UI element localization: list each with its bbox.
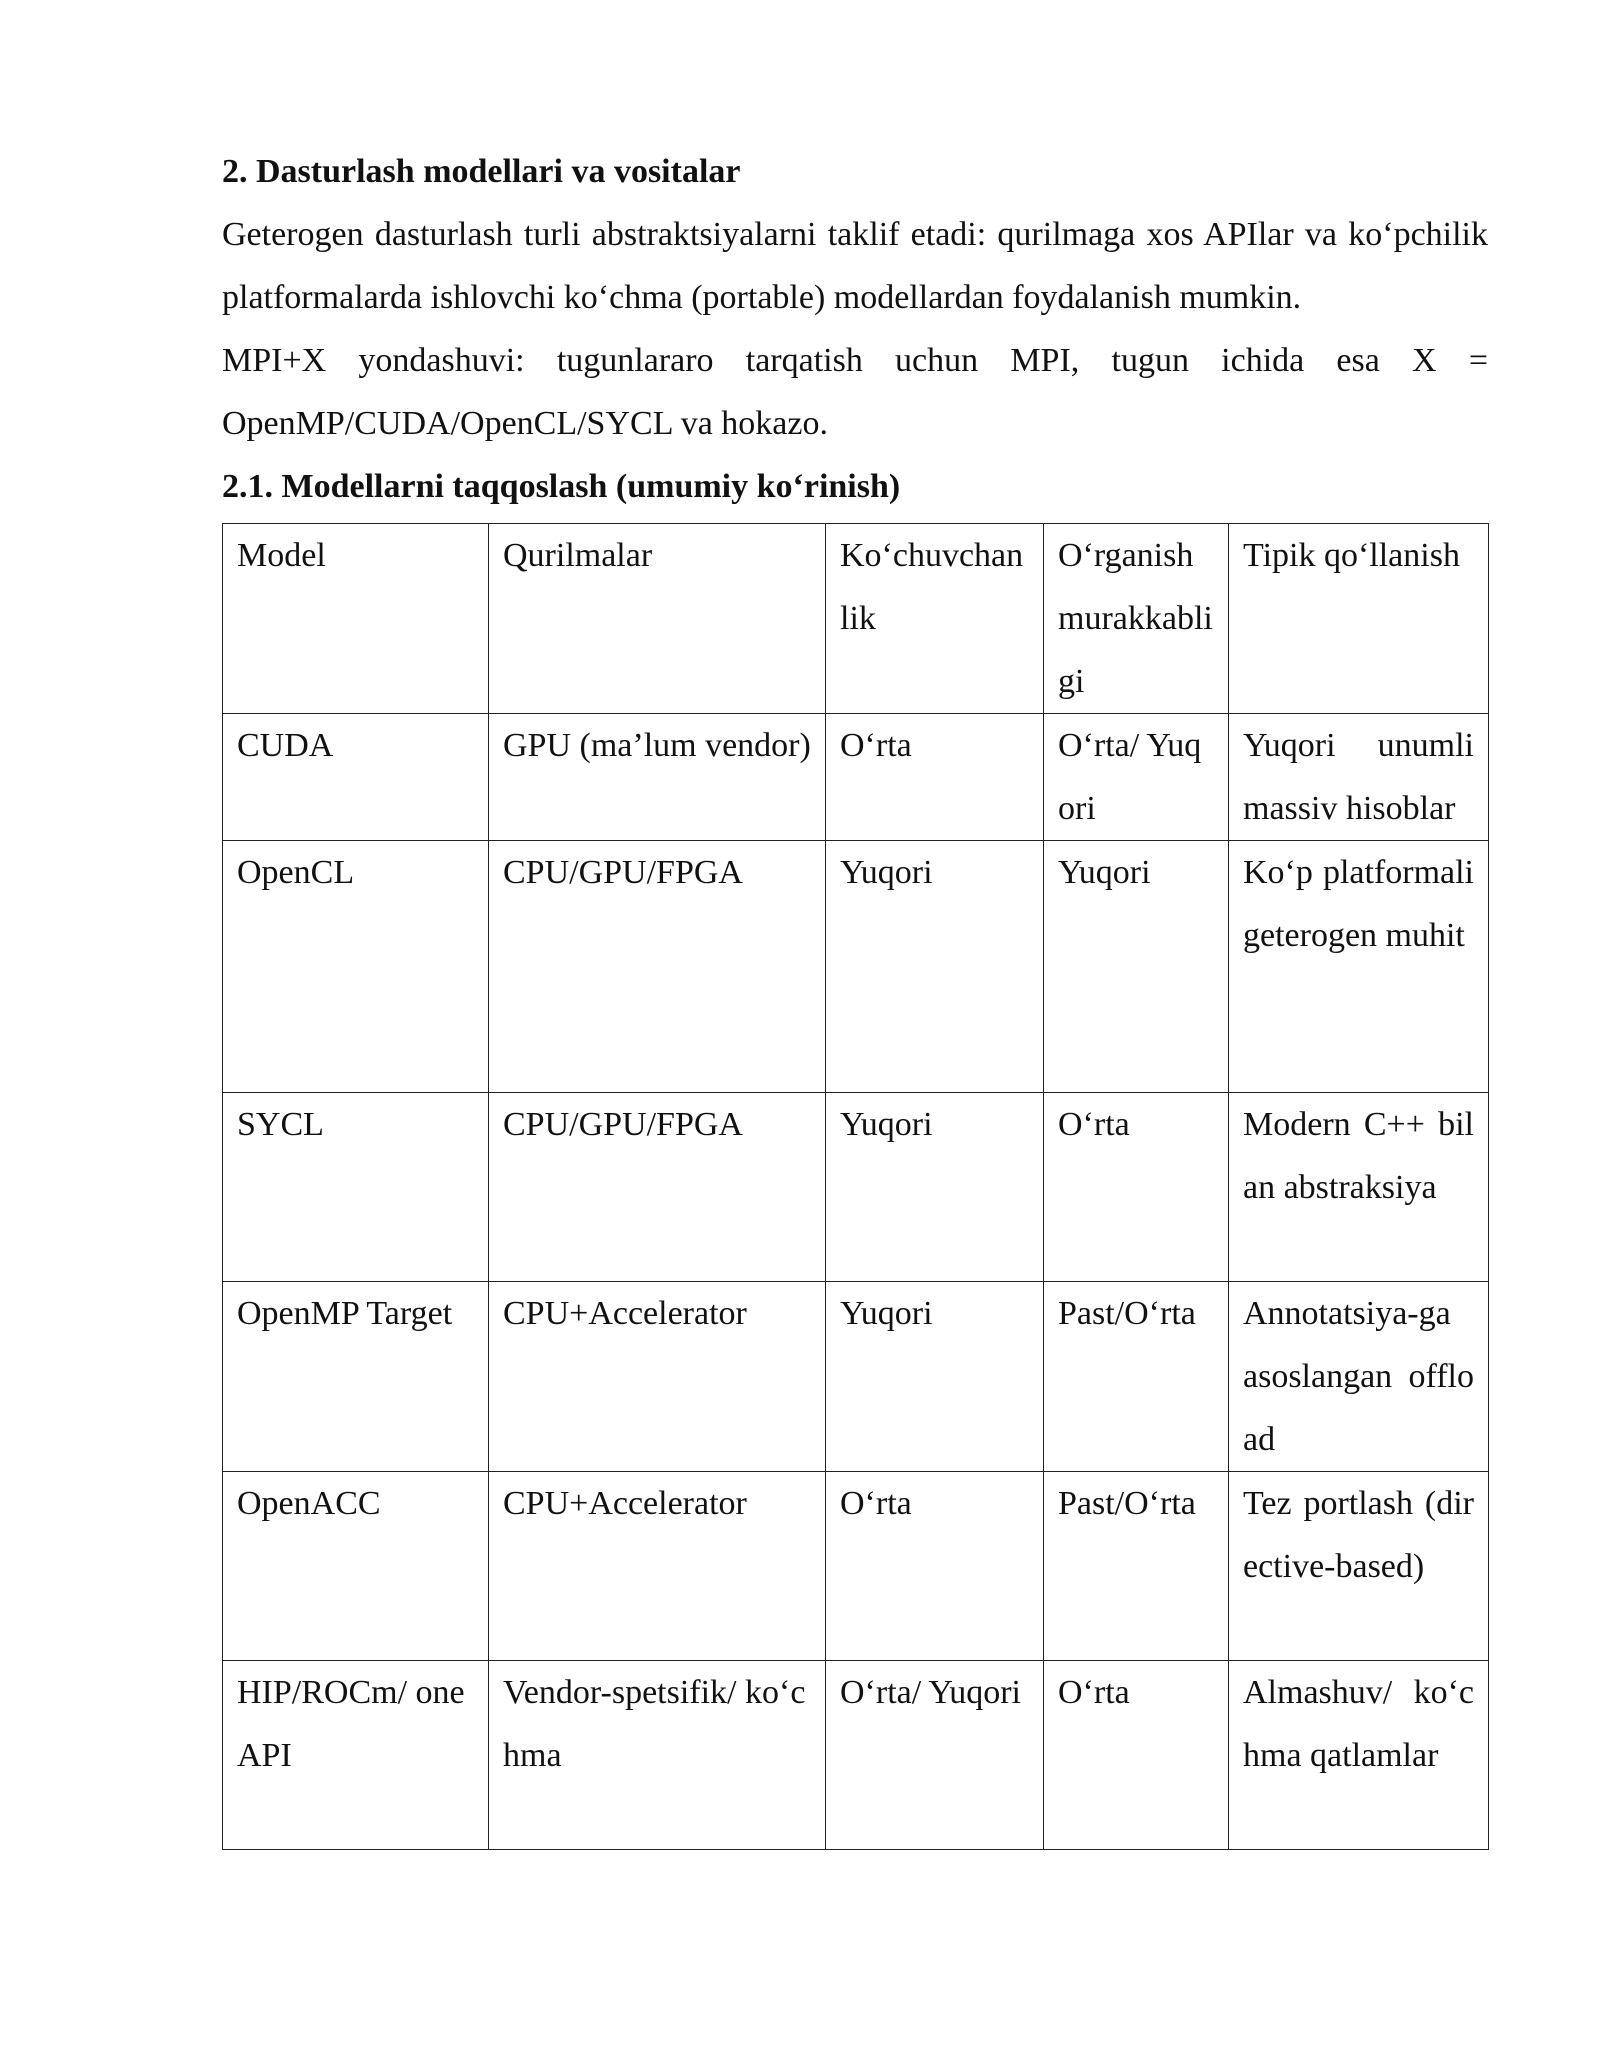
cell-devices: CPU/GPU/FPGA — [489, 841, 826, 1093]
mpi-paragraph: MPI+X yondashuvi: tugunlararo tarqatish uchun MPI, tugun ichida esa X = OpenMP/CUDA/OpenCL/SYCL va hokazo. — [222, 342, 1488, 442]
cell-typical-use: Tez portlash (directive-based) — [1229, 1472, 1489, 1661]
header-typical-use: Tipik qo‘llanish — [1229, 524, 1489, 714]
header-model: Model — [223, 524, 489, 714]
cell-learning-complexity: O‘rta — [1044, 1093, 1229, 1282]
cell-portability: Yuqori — [826, 841, 1044, 1093]
table-row — [223, 1282, 1489, 1472]
table-row — [223, 714, 1489, 841]
header-learning-complexity: O‘rganish murakkabligi — [1044, 524, 1229, 714]
subsection-heading: 2.1. Modellarni taqqoslash (umumiy ko‘rinish) — [222, 468, 901, 505]
table-header-row — [223, 524, 1489, 714]
cell-portability: Yuqori — [826, 1282, 1044, 1472]
cell-learning-complexity: Yuqori — [1044, 841, 1229, 1093]
cell-model: OpenCL — [223, 841, 489, 1093]
cell-devices: CPU+Accelerator — [489, 1282, 826, 1472]
cell-learning-complexity: Past/O‘rta — [1044, 1282, 1229, 1472]
section-heading: 2. Dasturlash modellari va vositalar — [222, 153, 741, 190]
cell-typical-use: Yuqori unumli massiv hisoblar — [1229, 714, 1489, 841]
cell-typical-use: Almashuv/ ko‘chma qatlamlar — [1229, 1661, 1489, 1850]
header-devices: Qurilmalar — [489, 524, 826, 714]
comparison-table — [222, 523, 1489, 1850]
cell-model: SYCL — [223, 1093, 489, 1282]
cell-learning-complexity: O‘rta — [1044, 1661, 1229, 1850]
cell-portability: Yuqori — [826, 1093, 1044, 1282]
table-row — [223, 1472, 1489, 1661]
cell-model: CUDA — [223, 714, 489, 841]
intro-paragraph: Geterogen dasturlash turli abstraktsiyalarni taklif etadi: qurilmaga xos APIlar va ko‘pchilik platformalarda ishlovchi ko‘chma (portable) modellardan foydalanish mumkin. — [222, 216, 1488, 316]
cell-model: OpenMP Target — [223, 1282, 489, 1472]
cell-portability: O‘rta — [826, 714, 1044, 841]
cell-learning-complexity: O‘rta/ Yuqori — [1044, 714, 1229, 841]
cell-devices: CPU/GPU/FPGA — [489, 1093, 826, 1282]
header-portability: Ko‘chuvchanlik — [826, 524, 1044, 714]
cell-typical-use: Annotatsiya-ga asoslangan offload — [1229, 1282, 1489, 1472]
cell-devices: CPU+Accelerator — [489, 1472, 826, 1661]
cell-portability: O‘rta/ Yuqori — [826, 1661, 1044, 1850]
cell-model: HIP/ROCm/ oneAPI — [223, 1661, 489, 1850]
table-row — [223, 1093, 1489, 1282]
cell-learning-complexity: Past/O‘rta — [1044, 1472, 1229, 1661]
document-page — [222, 140, 1488, 1850]
cell-typical-use: Modern C++ bilan abstraksiya — [1229, 1093, 1489, 1282]
table-row — [223, 1661, 1489, 1850]
table-row — [223, 841, 1489, 1093]
cell-devices: Vendor-spetsifik/ ko‘chma — [489, 1661, 826, 1850]
cell-typical-use: Ko‘p platformali geterogen muhit — [1229, 841, 1489, 1093]
cell-portability: O‘rta — [826, 1472, 1044, 1661]
cell-devices: GPU (ma’lum vendor) — [489, 714, 826, 841]
cell-model: OpenACC — [223, 1472, 489, 1661]
